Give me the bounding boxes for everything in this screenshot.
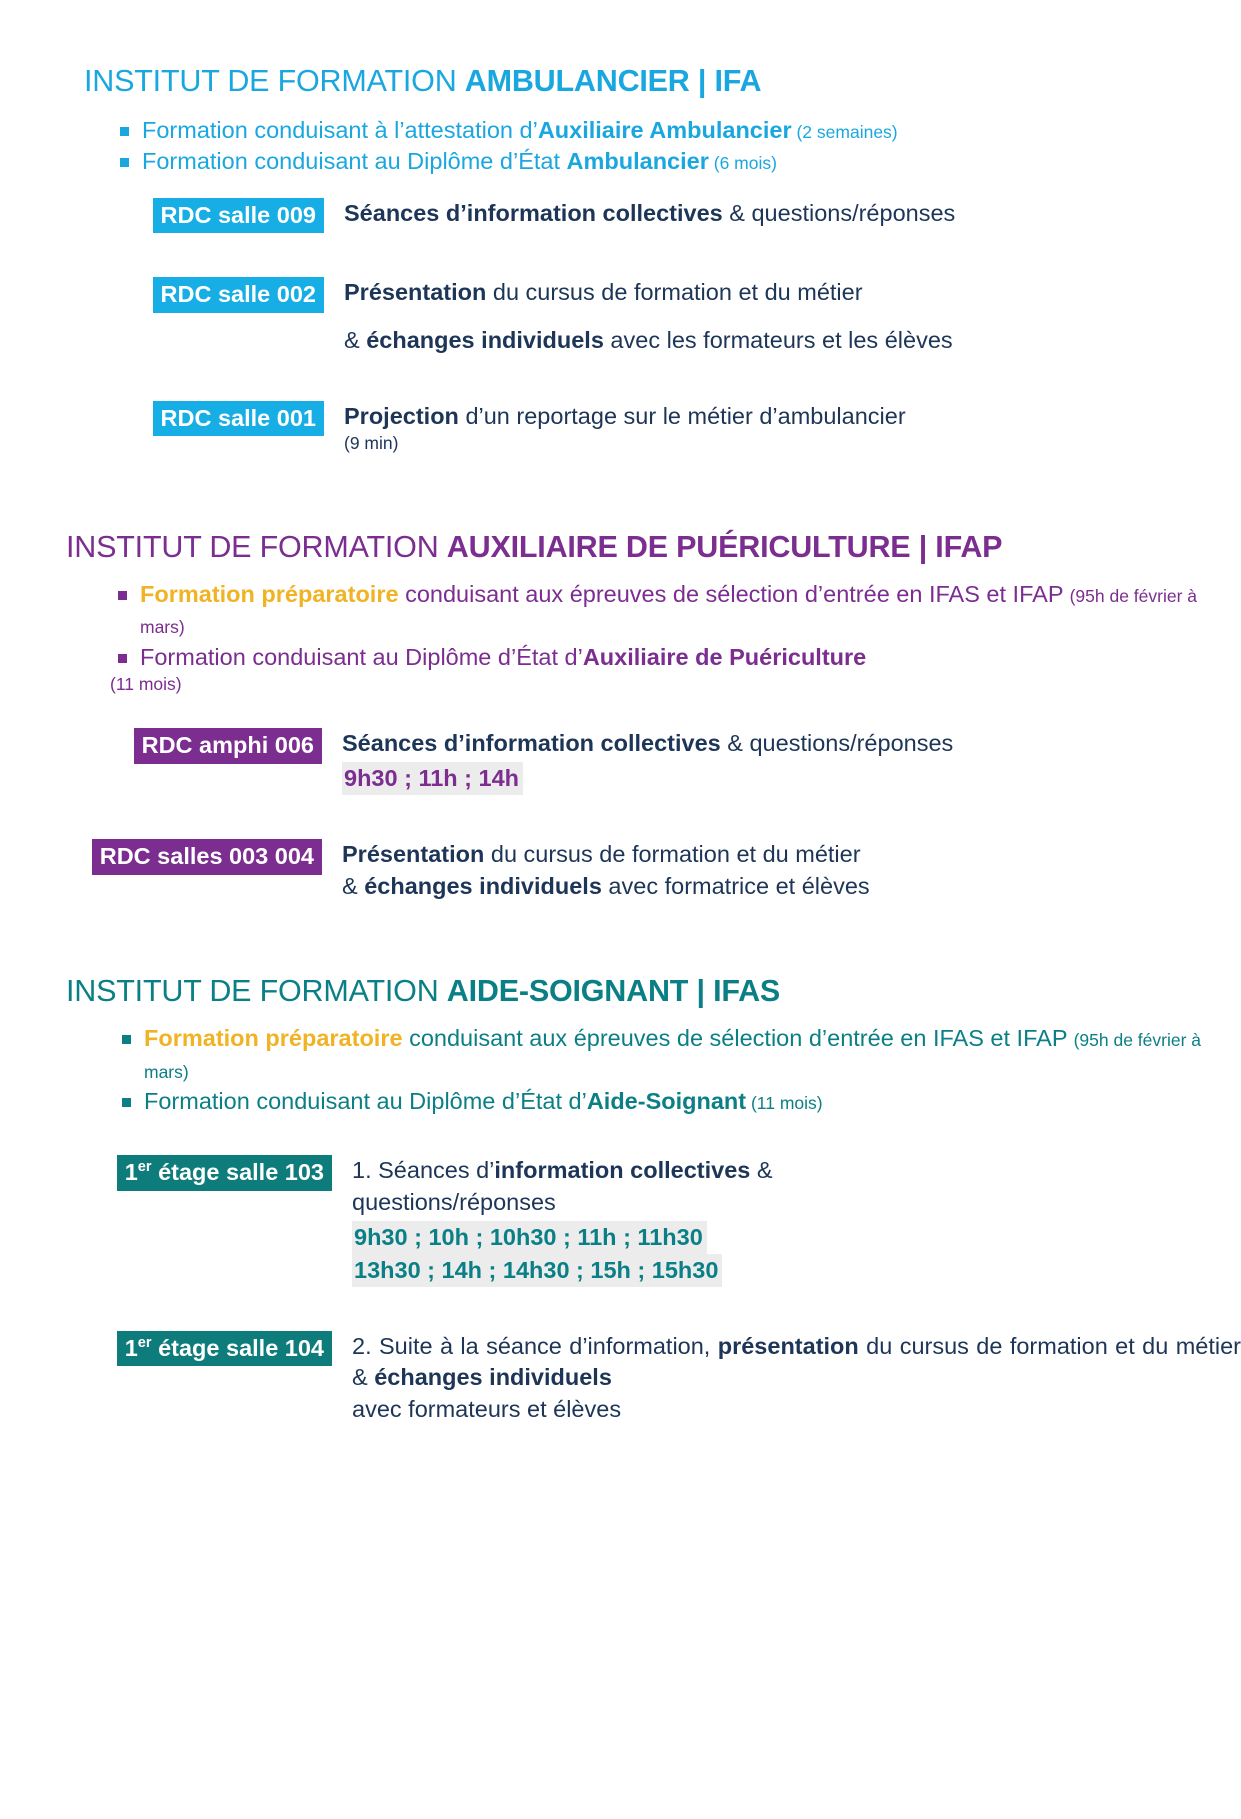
room-badge-cell (84, 277, 324, 313)
bullet-text: conduisant aux épreuves de sélection d’entrée en IFAS et IFAP (402, 1025, 1074, 1052)
bullet-text: Formation conduisant au Diplôme d’État d’ (144, 1087, 587, 1114)
bullet-list-ifap (66, 579, 1241, 696)
room-badge-cell (66, 728, 322, 764)
section-title-ifa (84, 64, 1241, 99)
room-badge-cell (66, 1155, 332, 1191)
status-badge: RDC amphi 006 (134, 728, 322, 764)
room-description-line2-prefix: & (342, 872, 365, 899)
spacer (84, 233, 1241, 277)
room-description-rest: & questions/réponses (722, 199, 956, 226)
section-title-ifa-plain: INSTITUT DE FORMATION (84, 64, 465, 98)
room-times-morning: 9h30 ; 10h ; 10h30 ; 11h ; 11h30 (352, 1221, 707, 1254)
room-badge-cell (66, 1331, 332, 1367)
bullet-list-ifa (84, 115, 1241, 178)
room-row (66, 728, 1241, 795)
square-bullet-icon (122, 1035, 131, 1044)
bullet-list-ifas (66, 1023, 1241, 1117)
room-badge-cell (84, 401, 324, 437)
room-row (84, 401, 1241, 456)
room-times-afternoon: 13h30 ; 14h ; 14h30 ; 15h ; 15h30 (352, 1254, 722, 1287)
list-item (114, 1086, 1241, 1117)
section-title-ifas-plain: INSTITUT DE FORMATION (66, 974, 447, 1009)
room-description-line2-rest: avec formatrice et élèves (601, 872, 870, 899)
bullet-note-text: (95h de février à mars) (140, 586, 1198, 638)
room-description-rest: d’un reportage sur le métier d’ambulancier (458, 402, 906, 429)
room-description-rest: & questions/réponses (720, 730, 954, 757)
room-description-rest: du cursus de formation et du métier & (352, 1332, 1241, 1391)
room-description-prefix: 2. Suite à la séance d’information, (352, 1332, 718, 1359)
room-description-line2 (342, 871, 1241, 903)
room-row (84, 198, 1241, 234)
section-ifa (0, 64, 1241, 456)
section-title-ifas (66, 974, 1241, 1009)
room-times-wrapper-1 (352, 1221, 1241, 1254)
spacer (84, 357, 1241, 401)
room-description-line3: avec formateurs et élèves (352, 1396, 622, 1423)
bullet-note-text: (11 mois) (750, 1092, 823, 1113)
badge-floor-suffix: er (137, 1334, 152, 1351)
room-description (332, 1155, 1241, 1287)
bullet-bold: Auxiliaire Ambulancier (537, 117, 792, 144)
room-row (84, 277, 1241, 356)
section-title-ifap-plain: INSTITUT DE FORMATION (66, 530, 447, 564)
square-bullet-icon (118, 654, 127, 663)
room-description (322, 839, 1241, 902)
room-description-bold: Séances d’information collectives (344, 199, 723, 226)
room-description-line2-bold: échanges individuels (366, 326, 604, 353)
room-list-ifas (66, 1155, 1241, 1426)
spacer (66, 795, 1241, 839)
badge-floor-number: 1 (124, 1334, 138, 1361)
bullet-text: Formation conduisant au Diplôme d’État (142, 148, 567, 175)
badge-floor-suffix: er (137, 1159, 152, 1176)
bullet-text: Formation conduisant à l’attestation d’ (142, 117, 538, 144)
list-item (110, 642, 1241, 697)
room-list-ifap (66, 728, 1241, 902)
room-description-bold: information collectives (494, 1157, 751, 1184)
square-bullet-icon (118, 591, 127, 600)
section-ifas (0, 974, 1241, 1426)
square-bullet-icon (122, 1098, 131, 1107)
status-badge: RDC salle 009 (153, 198, 324, 234)
bullet-note (746, 1093, 823, 1113)
room-description-bold: présentation (717, 1332, 859, 1359)
room-description-bold: Projection (344, 402, 459, 429)
room-description-rest: & questions/réponses (352, 1157, 773, 1215)
bullet-highlight: Formation préparatoire (144, 1025, 403, 1052)
badge-floor-number: 1 (124, 1159, 138, 1186)
bullet-text: Formation conduisant au Diplôme d’État d’ (140, 643, 583, 670)
room-description-prefix: 1. Séances d’ (352, 1157, 495, 1184)
room-row (66, 1331, 1241, 1426)
room-description-line1 (352, 1155, 832, 1218)
room-description-bold2: échanges individuels (374, 1364, 612, 1391)
bullet-note (709, 153, 777, 173)
bullet-note (792, 122, 898, 142)
section-title-ifap (66, 530, 1241, 565)
room-times: 9h30 ; 11h ; 14h (342, 762, 523, 795)
room-description-bold: Séances d’information collectives (342, 730, 721, 757)
section-ifap (0, 530, 1241, 902)
room-description-line2-bold: échanges individuels (364, 872, 602, 899)
room-description-line1 (342, 728, 1241, 760)
room-description-line2-rest: avec les formateurs et les élèves (603, 326, 953, 353)
status-badge (117, 1331, 332, 1367)
room-badge-cell (66, 839, 322, 875)
list-item (110, 579, 1241, 642)
spacer (66, 1287, 1241, 1331)
square-bullet-icon (120, 127, 129, 136)
room-description (324, 277, 1241, 356)
room-description-line2 (344, 325, 1241, 357)
document-page (0, 64, 1241, 1819)
bullet-note-text: (2 semaines) (796, 122, 898, 143)
badge-room-label: étage salle 104 (151, 1334, 324, 1361)
square-bullet-icon (120, 158, 129, 167)
bullet-note-text: (6 mois) (713, 153, 777, 174)
room-description-line2-prefix: & (344, 326, 367, 353)
room-description-line1 (344, 277, 1241, 309)
room-description (324, 198, 1241, 230)
room-description-rest: du cursus de formation et du métier (484, 840, 861, 867)
section-title-ifas-strong: AIDE-SOIGNANT | IFAS (446, 974, 781, 1009)
room-times-wrapper (342, 762, 1241, 795)
room-description-bold: Présentation (344, 279, 487, 306)
room-description-line1 (342, 839, 1241, 871)
bullet-bold: Ambulancier (566, 148, 709, 175)
list-item (114, 1023, 1241, 1086)
bullet-highlight: Formation préparatoire (140, 581, 399, 608)
room-description (324, 401, 1241, 456)
bullet-text: conduisant aux épreuves de sélection d’entrée en IFAS et IFAP (398, 581, 1070, 608)
bullet-bold: Auxiliaire de Puériculture (582, 643, 867, 670)
status-badge: RDC salle 002 (153, 277, 324, 313)
list-item (112, 115, 1241, 146)
bullet-note-text: (95h de février à mars) (144, 1030, 1202, 1082)
room-badge-cell (84, 198, 324, 234)
bullet-bold: Aide-Soignant (586, 1087, 747, 1114)
section-title-ifa-strong: AMBULANCIER | IFA (464, 64, 762, 98)
room-description-bold: Présentation (342, 840, 485, 867)
badge-room-label: étage salle 103 (151, 1159, 324, 1186)
status-badge (117, 1155, 332, 1191)
room-row (66, 839, 1241, 902)
list-item (112, 146, 1241, 177)
room-times-wrapper-2 (352, 1254, 1241, 1287)
room-list-ifa (84, 198, 1241, 456)
section-title-ifap-strong: AUXILIAIRE DE PUÉRICULTURE | IFAP (446, 530, 1003, 564)
room-description-note: (9 min) (344, 433, 399, 454)
room-description (332, 1331, 1241, 1426)
bullet-note-text: (11 mois) (110, 673, 182, 694)
room-description-rest: du cursus de formation et du métier (486, 279, 863, 306)
room-row (66, 1155, 1241, 1287)
status-badge: RDC salles 003 004 (92, 839, 322, 875)
room-description (322, 728, 1241, 795)
status-badge: RDC salle 001 (153, 401, 324, 437)
